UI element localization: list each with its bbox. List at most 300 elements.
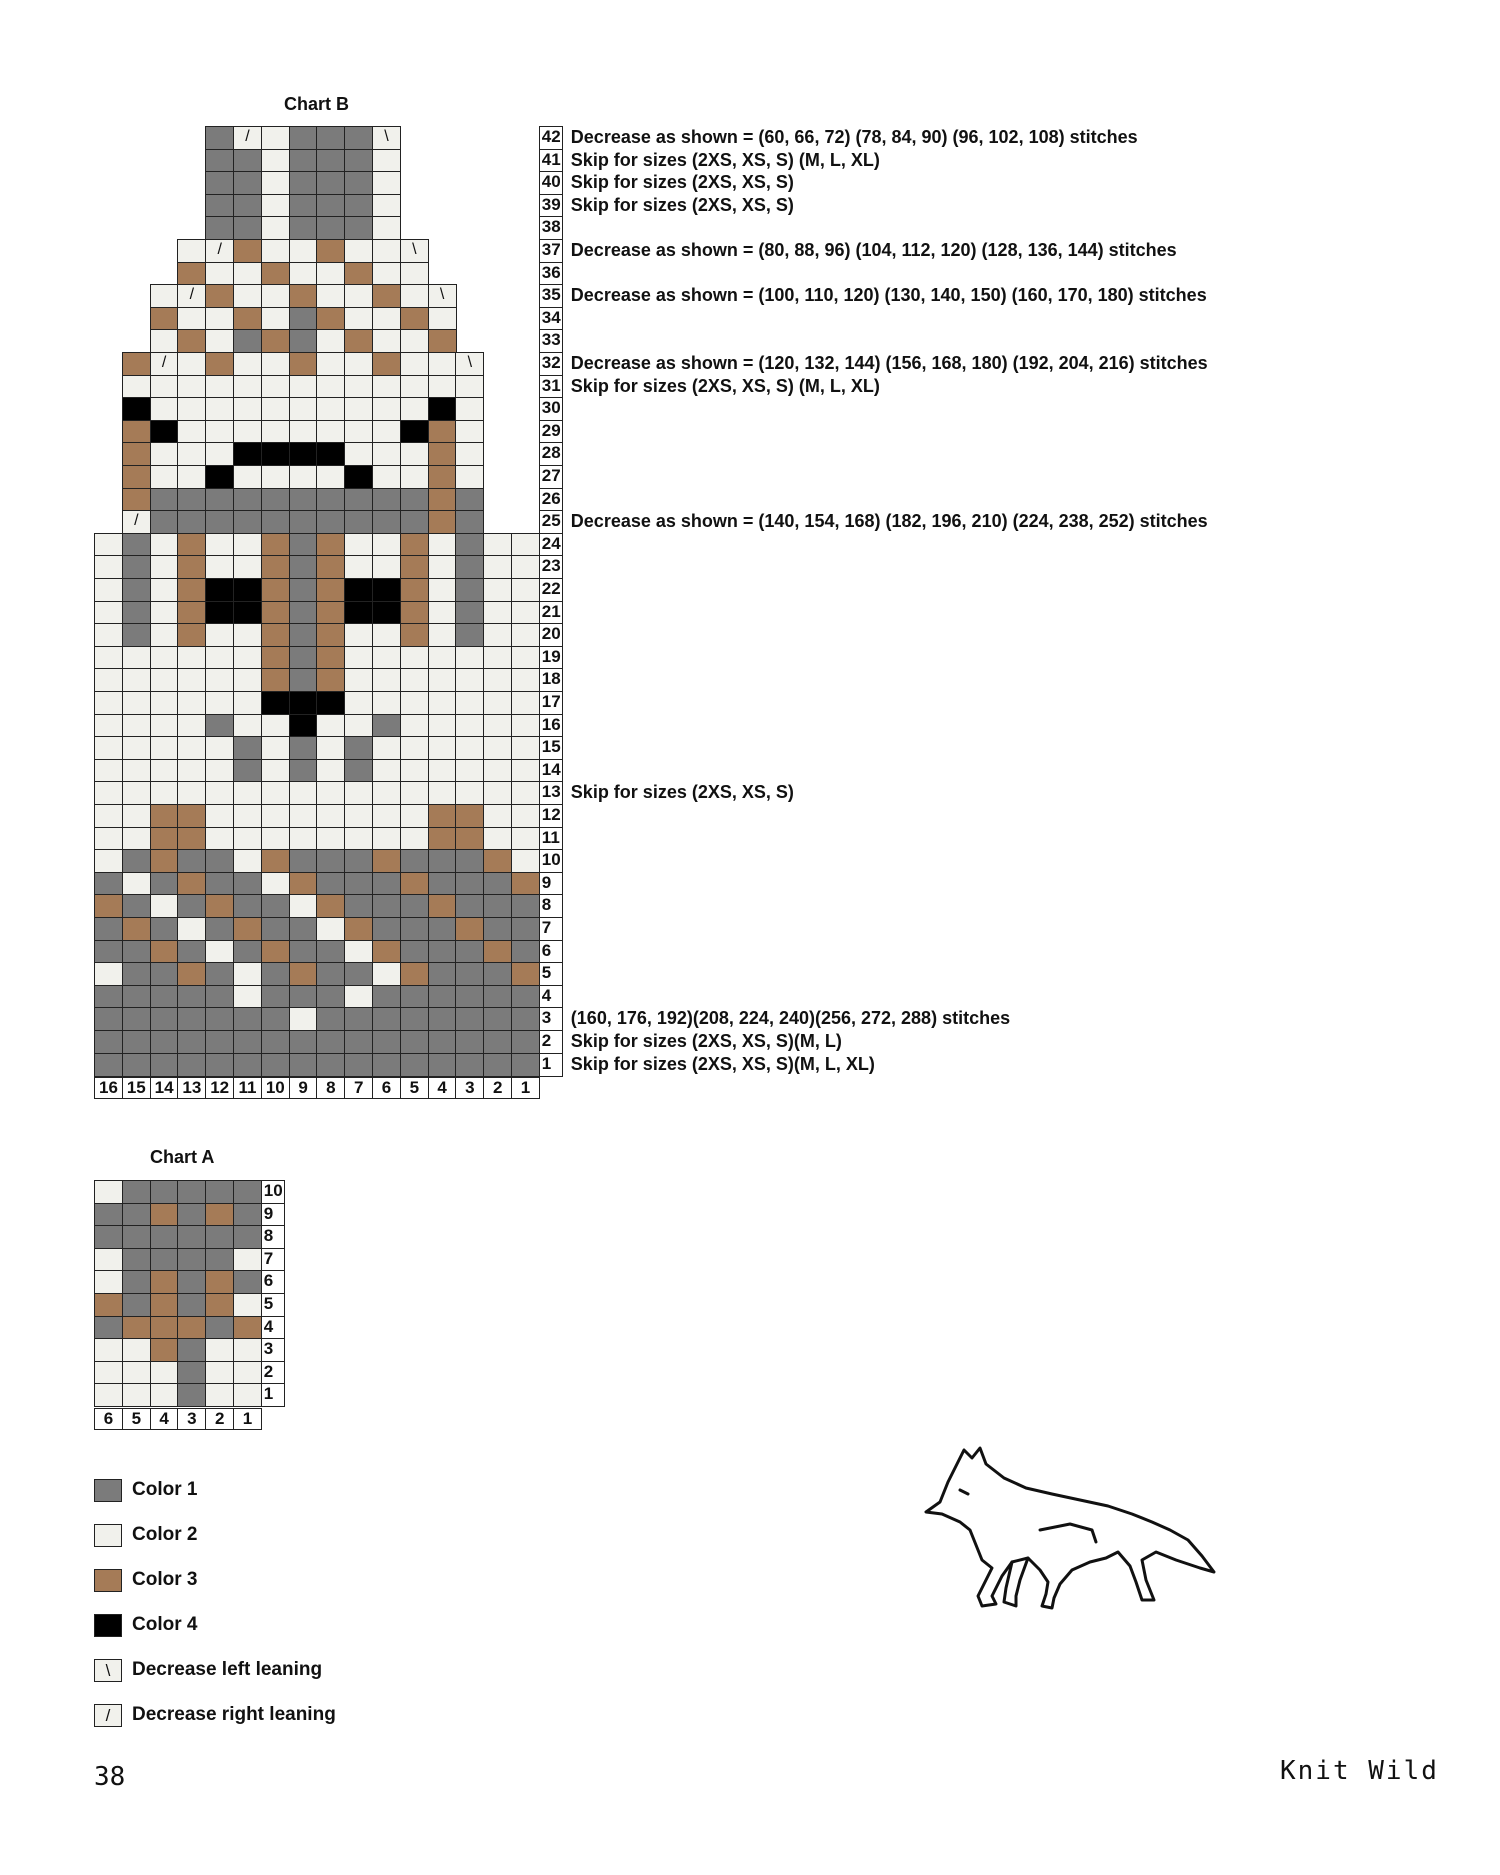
chart-b-cell (205, 397, 234, 421)
chart-b-col-number: 7 (344, 1077, 373, 1099)
chart-a-cell (94, 1248, 123, 1272)
chart-b-cell (177, 397, 206, 421)
chart-b-cell (428, 940, 457, 964)
chart-b-cell (511, 1007, 540, 1031)
chart-b-cell (455, 1030, 484, 1054)
chart-a-cell (94, 1316, 123, 1340)
chart-b-cell (372, 239, 401, 263)
chart-b-cell (400, 465, 429, 489)
chart-b-cell (428, 691, 457, 715)
chart-b-cell (372, 781, 401, 805)
chart-b-cell (316, 691, 345, 715)
chart-b-cell (94, 1053, 123, 1077)
chart-b-col-number: 4 (428, 1077, 457, 1099)
chart-b-cell (289, 1030, 318, 1054)
chart-b-cell (316, 194, 345, 218)
chart-b-cell (289, 872, 318, 896)
chart-b-cell (261, 917, 290, 941)
chart-b-cell (344, 329, 373, 353)
chart-a-col-number: 6 (94, 1408, 123, 1430)
legend-label: Color 2 (132, 1524, 198, 1545)
chart-a-cell (205, 1180, 234, 1204)
chart-b-cell (289, 239, 318, 263)
chart-b-row-note: Decrease as shown = (100, 110, 120) (130, 140, 150) (160, 170, 180) stitches (570, 285, 1207, 306)
chart-b-cell (511, 759, 540, 783)
chart-b-cell (233, 442, 262, 466)
chart-b-cell (316, 533, 345, 557)
chart-b-cell (344, 962, 373, 986)
chart-b-cell (289, 284, 318, 308)
chart-b-cell (289, 555, 318, 579)
legend-label: Color 4 (132, 1614, 198, 1635)
chart-a-cell (205, 1383, 234, 1407)
chart-b-cell (400, 691, 429, 715)
chart-b-cell (289, 962, 318, 986)
chart-b-cell (261, 465, 290, 489)
chart-b-cell (455, 1053, 484, 1077)
chart-b-cell (233, 1053, 262, 1077)
chart-a-col-number: 1 (233, 1408, 262, 1430)
chart-b-cell (316, 375, 345, 399)
chart-b-col-number: 6 (372, 1077, 401, 1099)
legend-swatch: \ (94, 1659, 122, 1682)
chart-b-cell (205, 781, 234, 805)
chart-b-cell (177, 262, 206, 286)
chart-b-cell (177, 1030, 206, 1054)
chart-b-cell (233, 894, 262, 918)
chart-b-cell (261, 759, 290, 783)
chart-b-cell (289, 940, 318, 964)
chart-b-cell (483, 668, 512, 692)
chart-b-cell (177, 917, 206, 941)
chart-b-cell (205, 126, 234, 150)
chart-b-cell (372, 465, 401, 489)
chart-a-cell (150, 1316, 179, 1340)
chart-a-cell (177, 1225, 206, 1249)
chart-b-cell (205, 894, 234, 918)
chart-b-cell (122, 352, 151, 376)
chart-b-cell (372, 488, 401, 512)
chart-b-cell (455, 646, 484, 670)
chart-b-cell (150, 894, 179, 918)
chart-b-cell (233, 849, 262, 873)
chart-b-cell (289, 759, 318, 783)
chart-b-cell (344, 894, 373, 918)
chart-b-cell (94, 940, 123, 964)
chart-b-row-number: 42 (539, 126, 563, 150)
chart-b-cell (511, 962, 540, 986)
chart-b-cell (261, 804, 290, 828)
chart-b-col-number: 10 (261, 1077, 290, 1099)
chart-a-cell (177, 1293, 206, 1317)
chart-b-cell (122, 894, 151, 918)
chart-b-cell (400, 307, 429, 331)
chart-b-cell (177, 601, 206, 625)
chart-b-cell (344, 985, 373, 1009)
chart-b-cell: / (177, 284, 206, 308)
chart-b-cell (150, 623, 179, 647)
chart-b-row-number: 8 (539, 894, 563, 918)
chart-b-cell (400, 442, 429, 466)
chart-b-cell (233, 397, 262, 421)
chart-b-cell (483, 736, 512, 760)
chart-b-cell (205, 194, 234, 218)
chart-b-cell (289, 736, 318, 760)
chart-b-cell (122, 533, 151, 557)
chart-b-cell (428, 962, 457, 986)
chart-b-cell (428, 827, 457, 851)
chart-b-row-number: 20 (539, 623, 563, 647)
chart-b-cell (428, 1053, 457, 1077)
chart-b-cell (428, 1030, 457, 1054)
chart-b-cell (150, 827, 179, 851)
chart-b-col-number: 5 (400, 1077, 429, 1099)
chart-b-cell (316, 985, 345, 1009)
chart-a-cell (122, 1225, 151, 1249)
chart-b-cell (94, 917, 123, 941)
chart-b-cell (400, 962, 429, 986)
chart-b-cell (150, 872, 179, 896)
chart-b-cell (455, 442, 484, 466)
chart-b-cell (233, 533, 262, 557)
chart-b-cell (94, 872, 123, 896)
chart-b-cell (372, 804, 401, 828)
chart-a-cell (177, 1248, 206, 1272)
chart-b-cell (150, 668, 179, 692)
chart-b-cell (428, 759, 457, 783)
chart-b-cell (400, 329, 429, 353)
chart-b-cell (455, 781, 484, 805)
chart-b-row-number: 4 (539, 985, 563, 1009)
chart-b-cell (400, 352, 429, 376)
chart-b-cell (428, 352, 457, 376)
chart-b-cell (372, 420, 401, 444)
chart-b-cell (233, 284, 262, 308)
chart-b-cell (400, 781, 429, 805)
chart-a-row-number: 1 (261, 1383, 285, 1407)
chart-b-cell (233, 1030, 262, 1054)
chart-b-cell (261, 126, 290, 150)
chart-b-cell (316, 1053, 345, 1077)
chart-b-cell (94, 827, 123, 851)
chart-b-row-number: 6 (539, 940, 563, 964)
chart-b-cell (400, 533, 429, 557)
chart-a-row-number: 10 (261, 1180, 285, 1204)
chart-b-cell (372, 985, 401, 1009)
chart-b-col-number: 2 (483, 1077, 512, 1099)
chart-b-cell (372, 646, 401, 670)
chart-b-cell (316, 329, 345, 353)
chart-a-cell (122, 1293, 151, 1317)
chart-b-cell (455, 533, 484, 557)
chart-b-cell (177, 759, 206, 783)
chart-b-cell (372, 284, 401, 308)
chart-b-cell (483, 781, 512, 805)
chart-b-cell (316, 781, 345, 805)
chart-b-cell (122, 442, 151, 466)
chart-b-cell (316, 827, 345, 851)
chart-b-cell (261, 894, 290, 918)
chart-a-cell (150, 1361, 179, 1385)
chart-b-cell (150, 804, 179, 828)
chart-b-row-note: Skip for sizes (2XS, XS, S) (570, 172, 794, 193)
chart-b-cell (316, 352, 345, 376)
chart-b-cell (372, 894, 401, 918)
chart-b-cell (344, 307, 373, 331)
chart-b-cell (372, 442, 401, 466)
chart-b-row-number: 28 (539, 442, 563, 466)
chart-a-row-number: 9 (261, 1203, 285, 1227)
chart-b-cell (344, 284, 373, 308)
chart-b-cell (233, 601, 262, 625)
chart-b-cell (344, 555, 373, 579)
chart-b-cell (428, 736, 457, 760)
chart-b-row-number: 1 (539, 1053, 563, 1077)
chart-b-cell (177, 488, 206, 512)
chart-b-cell (122, 714, 151, 738)
legend-swatch (94, 1524, 122, 1547)
chart-b-col-number: 8 (316, 1077, 345, 1099)
chart-a-cell (233, 1248, 262, 1272)
chart-b-cell (316, 804, 345, 828)
chart-b-cell (205, 171, 234, 195)
chart-b-cell (233, 149, 262, 173)
chart-a-cell (177, 1270, 206, 1294)
chart-b-cell (400, 714, 429, 738)
chart-b-cell (344, 804, 373, 828)
chart-b-cell (316, 894, 345, 918)
chart-b-cell (150, 284, 179, 308)
chart-b-cell (511, 714, 540, 738)
chart-b-cell (205, 465, 234, 489)
chart-b-cell (372, 827, 401, 851)
chart-b-cell (205, 1007, 234, 1031)
chart-b-cell (483, 894, 512, 918)
legend-item (94, 1521, 197, 1549)
chart-b-cell (483, 623, 512, 647)
legend-swatch (94, 1614, 122, 1637)
chart-b-cell (94, 759, 123, 783)
chart-b-cell (205, 329, 234, 353)
chart-a-row-number: 2 (261, 1361, 285, 1385)
chart-b-cell (455, 375, 484, 399)
chart-b-cell (205, 216, 234, 240)
chart-b-cell (316, 962, 345, 986)
chart-b-cell (372, 262, 401, 286)
chart-b-cell (261, 940, 290, 964)
chart-b-cell (372, 623, 401, 647)
chart-b-cell (122, 375, 151, 399)
chart-b-cell (344, 736, 373, 760)
chart-b-row-number: 11 (539, 827, 563, 851)
chart-b-cell (316, 510, 345, 534)
chart-b-cell (122, 601, 151, 625)
chart-a-cell (94, 1383, 123, 1407)
legend-item (94, 1476, 197, 1504)
chart-a-cell (94, 1203, 123, 1227)
chart-b-cell (511, 691, 540, 715)
chart-b-cell (233, 962, 262, 986)
chart-b-cell (316, 668, 345, 692)
chart-b-cell (150, 736, 179, 760)
chart-b-cell (261, 714, 290, 738)
chart-b-cell (428, 420, 457, 444)
chart-b-cell (428, 488, 457, 512)
chart-b-cell (428, 465, 457, 489)
chart-b-cell (150, 962, 179, 986)
chart-b-cell (261, 216, 290, 240)
chart-b-cell (483, 917, 512, 941)
chart-b-cell (233, 917, 262, 941)
chart-a-cell (233, 1383, 262, 1407)
chart-b-cell (344, 646, 373, 670)
chart-b-cell (455, 804, 484, 828)
chart-b-cell (150, 465, 179, 489)
chart-b-cell (455, 488, 484, 512)
chart-b-cell (177, 940, 206, 964)
chart-b-cell (316, 442, 345, 466)
chart-b-cell (177, 375, 206, 399)
chart-a-cell (150, 1338, 179, 1362)
chart-b-cell (344, 917, 373, 941)
chart-b-cell (261, 962, 290, 986)
chart-b-cell (428, 375, 457, 399)
chart-b-cell (400, 872, 429, 896)
chart-b-cell (372, 510, 401, 534)
chart-b-cell (483, 533, 512, 557)
chart-b-cell (400, 736, 429, 760)
chart-a-cell (150, 1225, 179, 1249)
chart-b-cell (233, 171, 262, 195)
chart-b-cell (205, 262, 234, 286)
chart-b-cell (205, 985, 234, 1009)
chart-b-cell (177, 714, 206, 738)
chart-b-row-number: 19 (539, 646, 563, 670)
chart-b-cell (344, 149, 373, 173)
chart-b-cell (177, 329, 206, 353)
chart-a-cell (205, 1225, 234, 1249)
chart-b-cell (205, 872, 234, 896)
chart-a-cell (233, 1316, 262, 1340)
chart-b-cell (428, 1007, 457, 1031)
chart-b-cell (205, 736, 234, 760)
chart-b-cell (483, 759, 512, 783)
chart-b-cell (94, 985, 123, 1009)
brand-name: Knit Wild (1280, 1756, 1439, 1786)
chart-b-cell (261, 578, 290, 602)
chart-b-cell (344, 601, 373, 625)
chart-b-cell (428, 894, 457, 918)
chart-b-cell (150, 940, 179, 964)
chart-b-cell (233, 759, 262, 783)
chart-b-cell (316, 171, 345, 195)
chart-b-cell (344, 668, 373, 692)
chart-b-cell (205, 1053, 234, 1077)
chart-b-cell (316, 1030, 345, 1054)
chart-a-row-number: 8 (261, 1225, 285, 1249)
chart-a-cell (150, 1270, 179, 1294)
chart-b-cell (150, 420, 179, 444)
chart-a-cell (205, 1338, 234, 1362)
chart-b-cell (344, 397, 373, 421)
chart-b-cell (289, 149, 318, 173)
chart-b-cell (289, 985, 318, 1009)
chart-b-cell (261, 488, 290, 512)
chart-b-row-number: 18 (539, 668, 563, 692)
chart-b-cell (122, 488, 151, 512)
chart-a-cell (205, 1203, 234, 1227)
chart-b-cell (205, 962, 234, 986)
legend-label: Color 1 (132, 1479, 198, 1500)
chart-b-cell (289, 126, 318, 150)
chart-b-row-number: 32 (539, 352, 563, 376)
chart-b-cell (455, 985, 484, 1009)
chart-b-cell (316, 578, 345, 602)
chart-b-row-note: Skip for sizes (2XS, XS, S)(M, L) (570, 1031, 842, 1051)
chart-b-cell (400, 488, 429, 512)
chart-b-cell (316, 262, 345, 286)
chart-a-cell (177, 1383, 206, 1407)
chart-b-cell (261, 510, 290, 534)
chart-b-cell (150, 442, 179, 466)
chart-b-cell (372, 352, 401, 376)
chart-b-cell (177, 442, 206, 466)
chart-a-cell (205, 1270, 234, 1294)
chart-b-cell (233, 488, 262, 512)
chart-b-row-number: 33 (539, 329, 563, 353)
chart-b-cell (455, 962, 484, 986)
chart-b-col-number: 13 (177, 1077, 206, 1099)
chart-a-cell (122, 1203, 151, 1227)
chart-b-cell (511, 646, 540, 670)
chart-b-cell (205, 1030, 234, 1054)
chart-b-cell (289, 465, 318, 489)
chart-b-cell (455, 872, 484, 896)
chart-b-cell (455, 601, 484, 625)
chart-b-cell (344, 216, 373, 240)
chart-b-cell (372, 216, 401, 240)
chart-b-cell (150, 646, 179, 670)
legend-item (94, 1566, 197, 1594)
chart-b-cell (261, 149, 290, 173)
chart-b-cell (289, 646, 318, 670)
chart-b-cell (428, 623, 457, 647)
chart-b-cell (511, 623, 540, 647)
chart-b-cell (177, 872, 206, 896)
chart-b-cell (150, 307, 179, 331)
chart-b-cell (483, 872, 512, 896)
chart-a-cell (94, 1338, 123, 1362)
chart-b-cell (233, 781, 262, 805)
chart-b-cell (483, 555, 512, 579)
chart-b-cell (455, 691, 484, 715)
chart-b-cell (289, 216, 318, 240)
chart-b-cell (122, 917, 151, 941)
chart-a-cell (122, 1383, 151, 1407)
chart-b-row-note: (160, 176, 192)(208, 224, 240)(256, 272, 288) stitches (570, 1008, 1011, 1029)
chart-b-cell (205, 646, 234, 670)
chart-b-cell (233, 736, 262, 760)
chart-b-cell (233, 239, 262, 263)
chart-b-cell (428, 397, 457, 421)
chart-b-cell (261, 239, 290, 263)
chart-b-cell (150, 510, 179, 534)
chart-b-cell (150, 759, 179, 783)
chart-b-cell (483, 849, 512, 873)
chart-b-row-number: 16 (539, 714, 563, 738)
chart-b-cell (94, 691, 123, 715)
chart-b-cell (150, 985, 179, 1009)
